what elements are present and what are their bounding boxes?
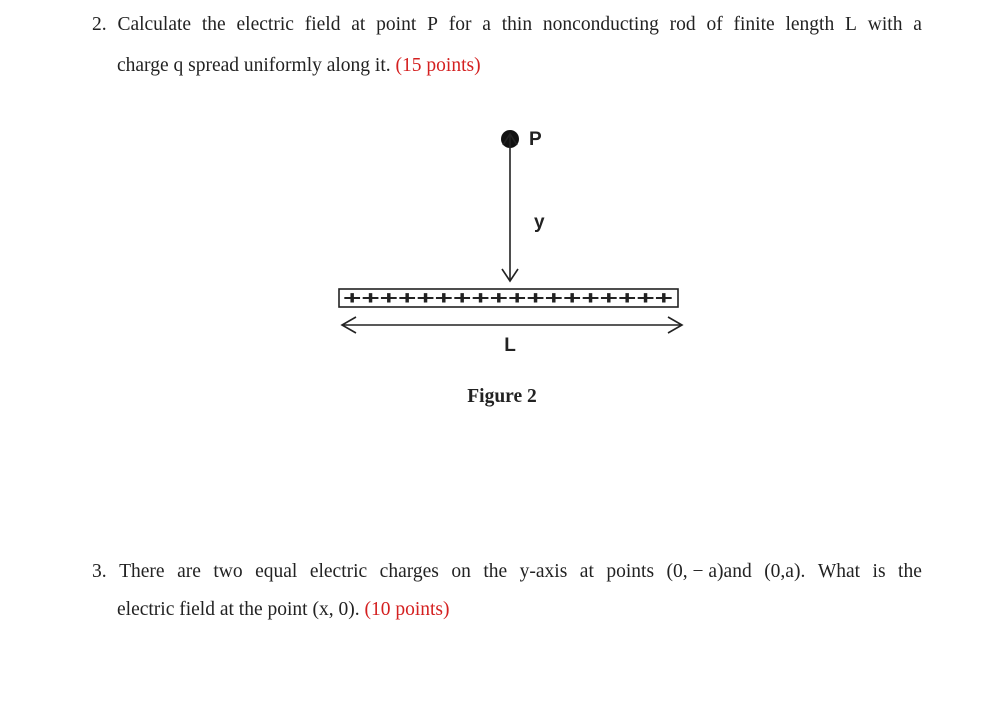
- problem-2-line-1: [92, 14, 922, 36]
- problem-3-word: electric: [309, 561, 368, 582]
- figure-2-caption: Figure 2: [467, 386, 537, 407]
- problem-2-word: nonconducting: [542, 14, 659, 35]
- problem-3-line-1: [92, 561, 922, 583]
- problem-3-word: at: [579, 561, 594, 582]
- problem-2-word: for: [448, 14, 472, 35]
- problem-2-word: of: [706, 14, 723, 35]
- problem-2-word: finite: [733, 14, 775, 35]
- problem-3-word: on: [451, 561, 471, 582]
- problem-2-points: (15 points): [395, 55, 481, 76]
- figure-2: [330, 118, 690, 368]
- problem-3-word: charges: [379, 561, 439, 582]
- problem-3-word: (0, − a)and: [666, 561, 752, 582]
- distance-y-arrow: [502, 134, 518, 281]
- problem-2-word: rod: [669, 14, 696, 35]
- point-p-label: P: [529, 129, 542, 150]
- problem-3-word: y-axis: [519, 561, 568, 582]
- problem-2-word: Calculate: [117, 14, 192, 35]
- problem-3-word: equal: [255, 561, 298, 582]
- problem-3-word: There: [119, 561, 165, 582]
- problem-2-word: thin: [501, 14, 533, 35]
- problem-2-word: P: [427, 14, 438, 35]
- problem-2-word: length: [785, 14, 835, 35]
- problem-3-word: the: [898, 561, 922, 582]
- problem-2-word: point: [376, 14, 417, 35]
- problem-3-word: are: [177, 561, 201, 582]
- problem-2-word: a: [482, 14, 491, 35]
- problem-3-points: (10 points): [364, 599, 450, 620]
- distance-y-label: y: [534, 212, 545, 233]
- problem-2-word: field: [304, 14, 341, 35]
- problem-3-word: two: [213, 561, 243, 582]
- problem-3: [92, 561, 922, 631]
- length-l-label: L: [504, 335, 516, 356]
- problem-2-word: a: [913, 14, 922, 35]
- problem-2-word: the: [201, 14, 226, 35]
- problem-3-text: electric field at the point (x, 0).: [117, 599, 360, 620]
- problem-3-word: the: [483, 561, 508, 582]
- problem-3-number: 3.: [92, 561, 107, 582]
- problem-2-number: 2.: [92, 14, 107, 35]
- rod-field-diagram: [330, 118, 690, 368]
- problem-2-word: electric: [236, 14, 294, 35]
- problem-2-word: with: [867, 14, 903, 35]
- problem-3-word: points: [606, 561, 655, 582]
- problem-2-word: at: [351, 14, 366, 35]
- problem-2-word: L: [845, 14, 857, 35]
- length-l-arrow: [342, 317, 682, 333]
- problem-3-word: (0,a).: [764, 561, 806, 582]
- problem-3-line-2: [117, 599, 450, 621]
- problem-2: [92, 14, 922, 84]
- problem-2-line-2: [117, 55, 481, 77]
- problem-3-word: is: [872, 561, 886, 582]
- problem-3-word: What: [817, 561, 861, 582]
- rod-charges: ++++++++++++++++++: [343, 288, 673, 308]
- problem-2-text: charge q spread uniformly along it.: [117, 55, 391, 76]
